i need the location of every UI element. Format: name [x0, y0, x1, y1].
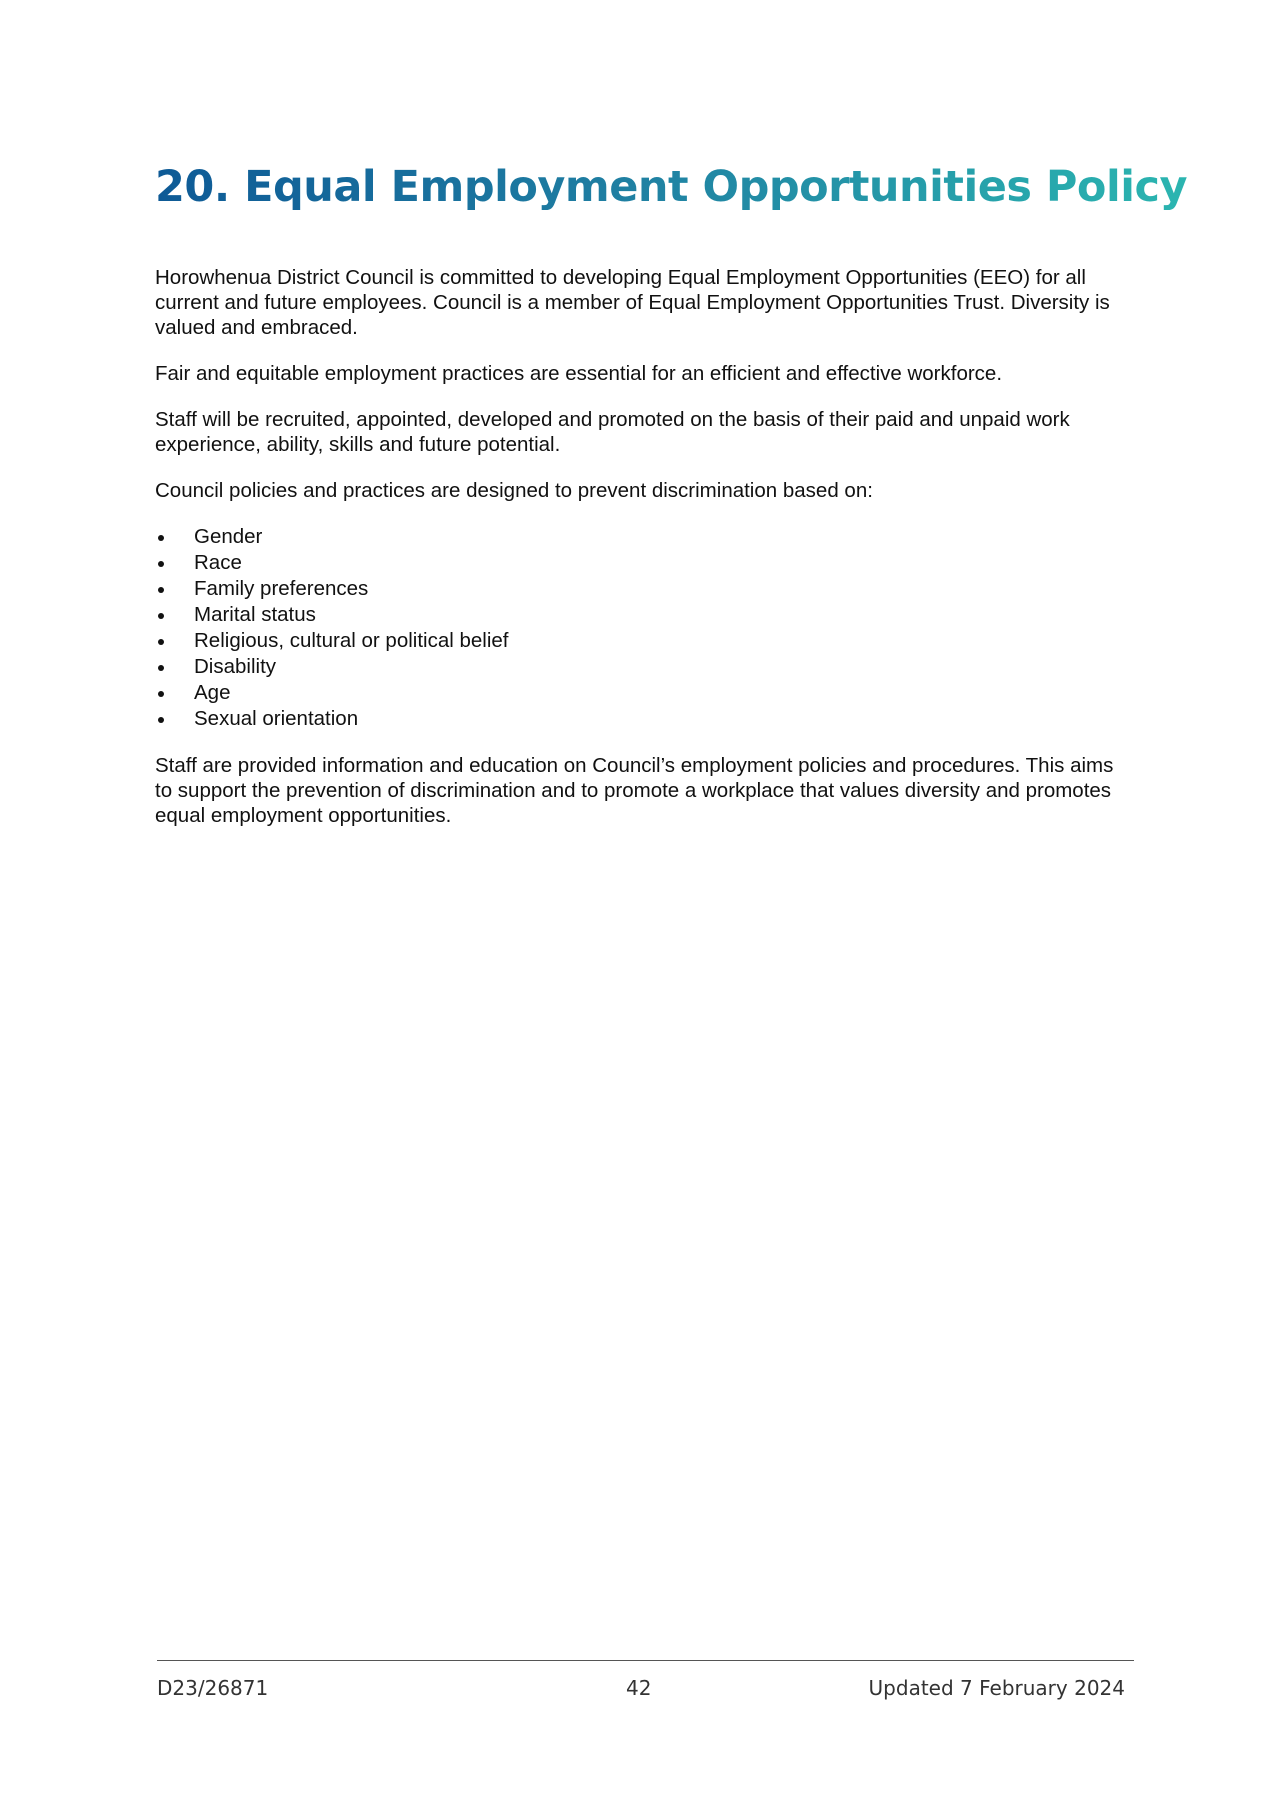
list-item-label: Religious, cultural or political belief	[194, 629, 509, 652]
paragraph-fair-practices: Fair and equitable employment practices are essential for an efficient and effective workforce.	[155, 362, 1003, 385]
list-item	[155, 524, 1125, 550]
list-item	[155, 602, 1125, 628]
body-content	[155, 265, 1125, 849]
bullet-icon	[158, 535, 164, 541]
discrimination-grounds-list	[155, 524, 1125, 732]
list-item-label: Family preferences	[194, 577, 369, 600]
list-item	[155, 654, 1125, 680]
list-item-label: Sexual orientation	[194, 707, 359, 730]
bullet-icon	[158, 717, 164, 723]
footer-doc-reference: D23/26871	[157, 1676, 269, 1700]
list-item	[155, 576, 1125, 602]
footer-divider	[157, 1660, 1134, 1661]
paragraph-discrimination-intro: Council policies and practices are designed to prevent discrimination based on:	[155, 479, 873, 502]
list-item	[155, 680, 1125, 706]
bullet-icon	[158, 587, 164, 593]
list-item-label: Age	[194, 681, 231, 704]
page-title: 20. Equal Employment Opportunities Policy	[155, 157, 1187, 217]
bullet-icon	[158, 691, 164, 697]
list-item	[155, 706, 1125, 732]
paragraph-recruitment: Staff will be recruited, appointed, developed and promoted on the basis of their paid and unpaid work experience, ability, skills and future potential.	[155, 408, 1070, 456]
bullet-icon	[158, 613, 164, 619]
bullet-icon	[158, 665, 164, 671]
list-item-label: Marital status	[194, 603, 316, 626]
page-footer	[157, 1676, 1125, 1706]
list-item	[155, 628, 1125, 654]
paragraph-closing: Staff are provided information and education on Council’s employment policies and procedures. This aims to support the prevention of discrimination and to promote a workplace that values diversity and promotes equal employment opportunities.	[155, 754, 1114, 827]
bullet-icon	[158, 639, 164, 645]
footer-updated-date: Updated 7 February 2024	[868, 1676, 1125, 1700]
bullet-icon	[158, 561, 164, 567]
footer-page-number: 42	[626, 1676, 652, 1700]
list-item-label: Disability	[194, 655, 277, 678]
list-item-label: Gender	[194, 525, 263, 548]
list-item	[155, 550, 1125, 576]
list-item-label: Race	[194, 551, 242, 574]
paragraph-commitment: Horowhenua District Council is committed to developing Equal Employment Opportunities (EEO) for all current and future employees. Council is a member of Equal Employment Opportunities Trust. Diversity is valued and embraced.	[155, 266, 1110, 339]
